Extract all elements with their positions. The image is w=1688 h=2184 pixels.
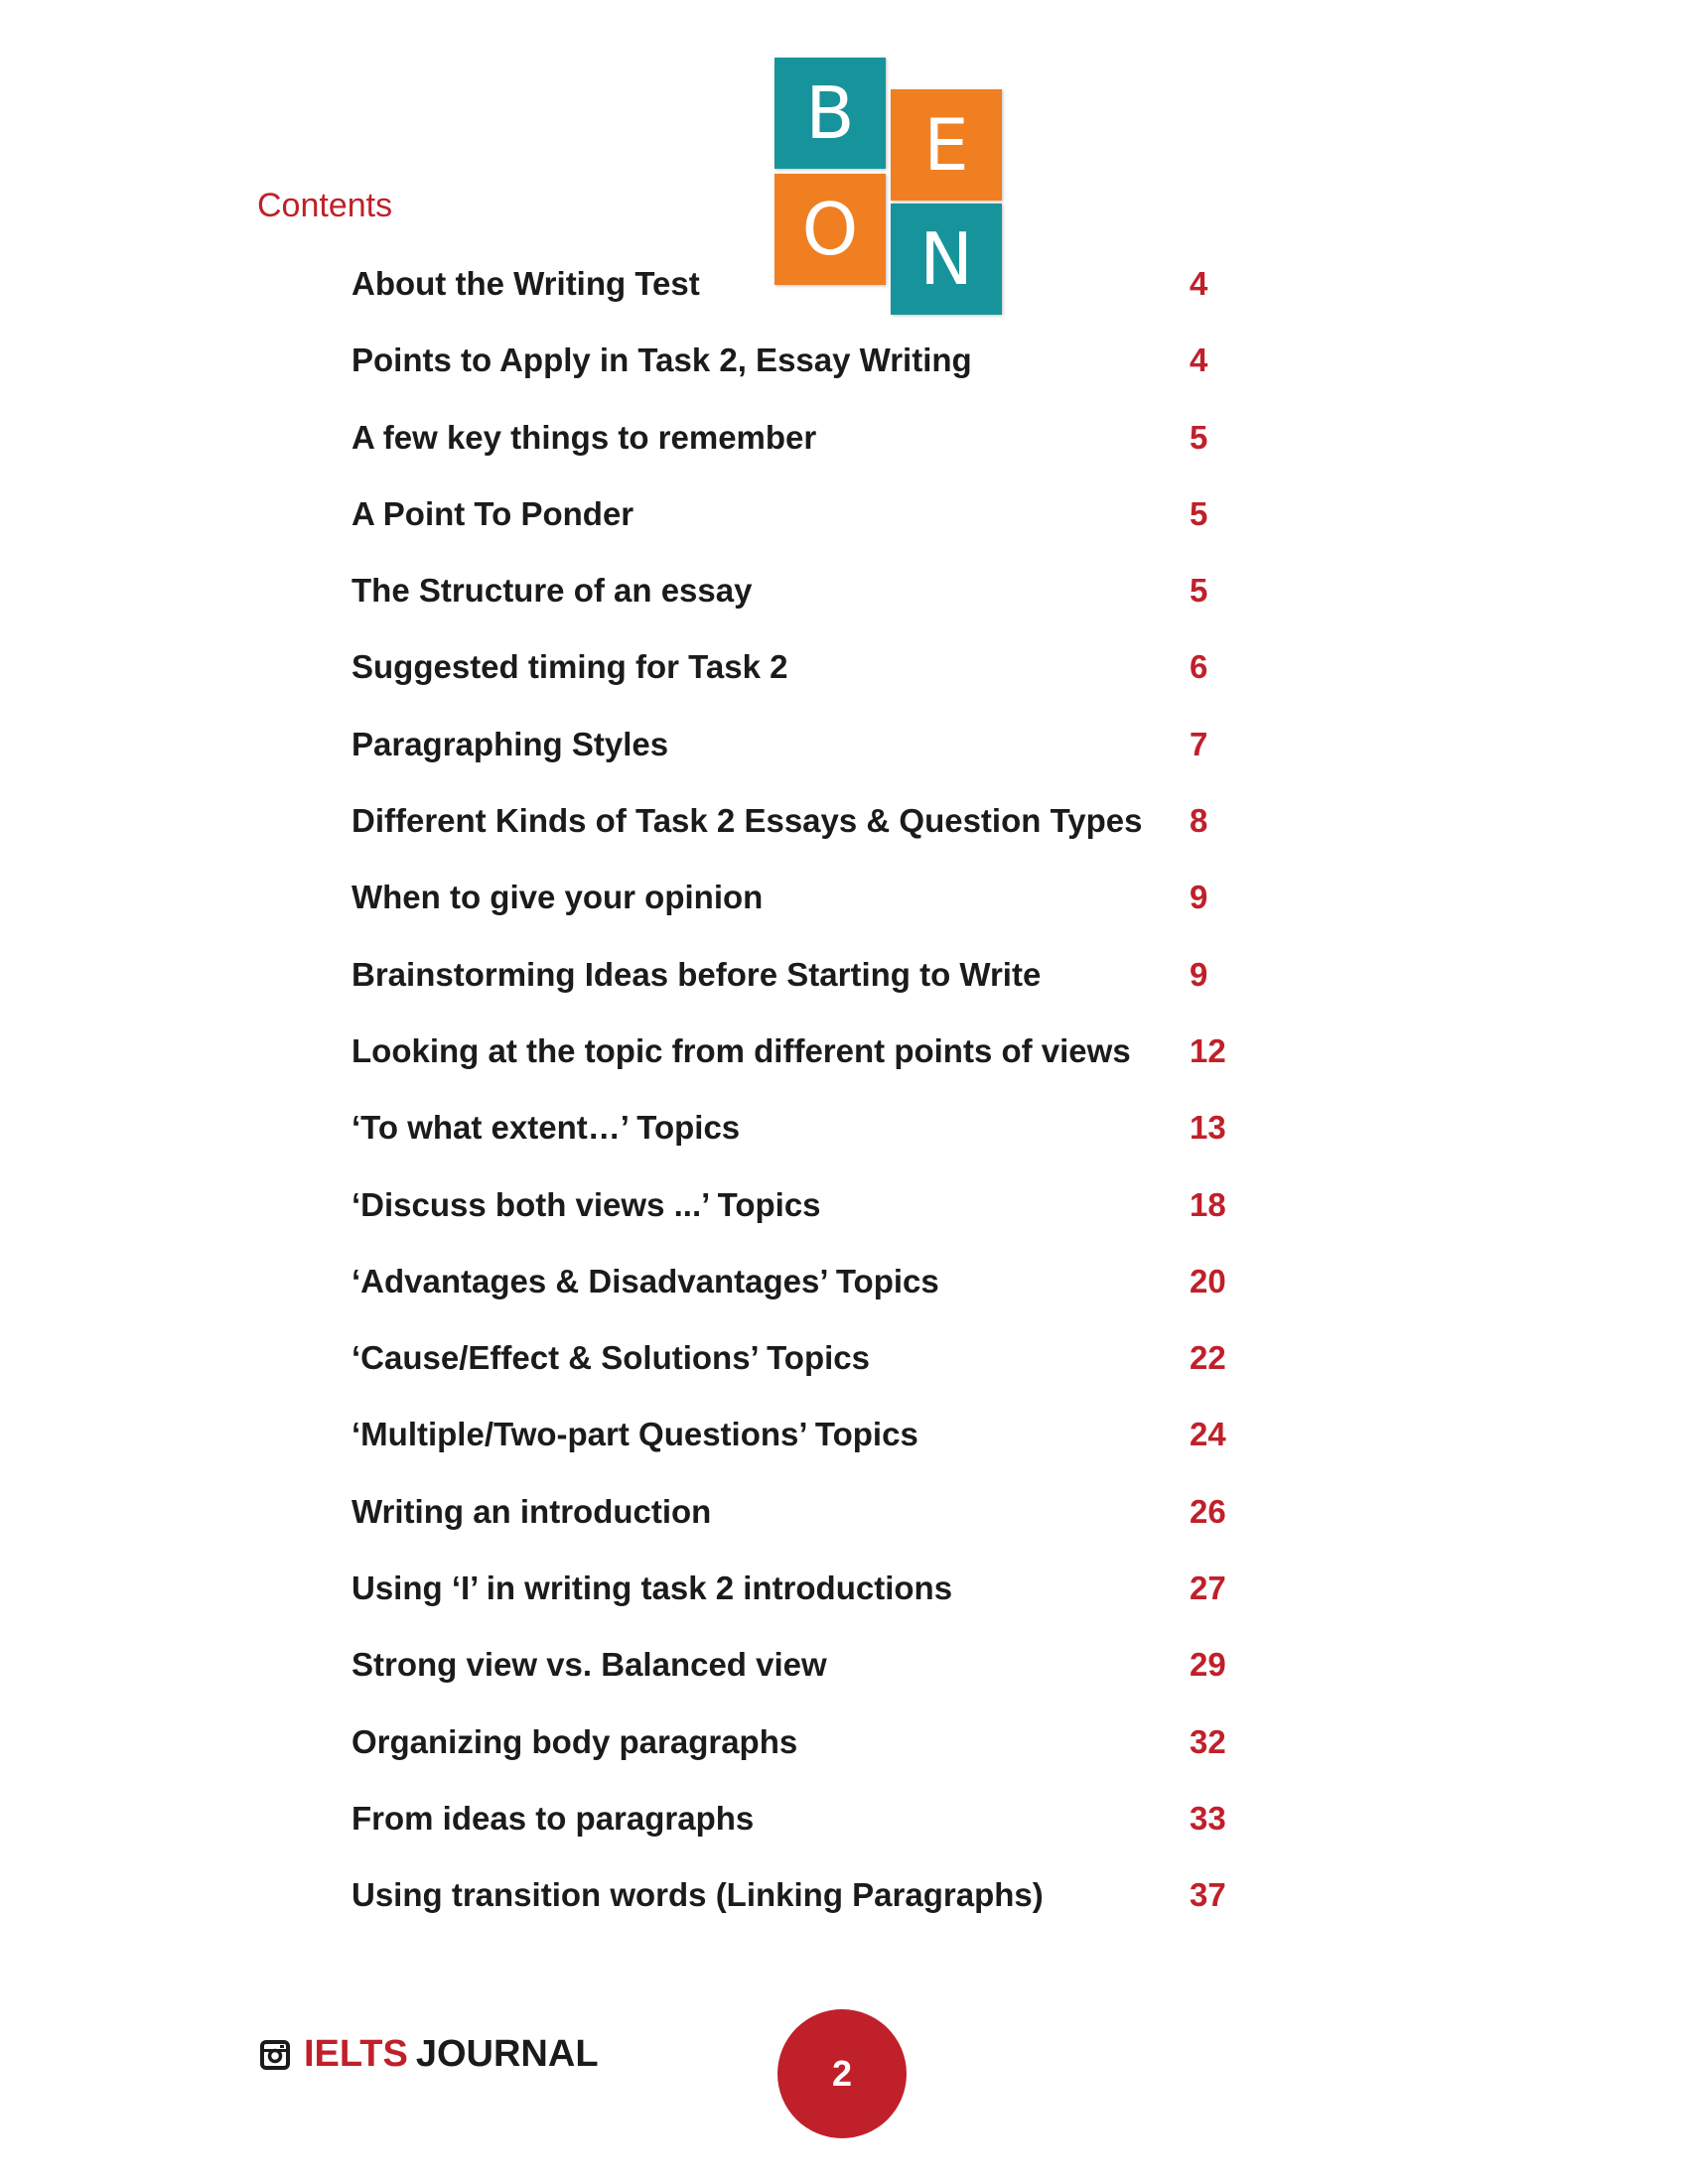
toc-entry[interactable] bbox=[352, 638, 1245, 715]
toc-entry-page: 29 bbox=[1190, 1646, 1226, 1684]
toc-entry-title: ‘Cause/Effect & Solutions’ Topics bbox=[352, 1339, 870, 1377]
logo-tile-o: O bbox=[774, 174, 886, 285]
toc-entry[interactable] bbox=[352, 332, 1245, 408]
toc-entry-page: 37 bbox=[1190, 1876, 1226, 1914]
toc-entry[interactable] bbox=[352, 1176, 1245, 1253]
toc-entry[interactable] bbox=[352, 1406, 1245, 1482]
table-of-contents bbox=[352, 255, 1245, 1944]
toc-entry-page: 5 bbox=[1190, 418, 1208, 456]
toc-entry-page: 9 bbox=[1190, 879, 1208, 916]
toc-entry-page: 8 bbox=[1190, 802, 1208, 840]
toc-entry-title: Paragraphing Styles bbox=[352, 725, 669, 762]
contents-heading: Contents bbox=[257, 187, 393, 224]
brand-journal: JOURNAL bbox=[415, 2033, 599, 2075]
toc-entry[interactable] bbox=[352, 1329, 1245, 1406]
toc-entry[interactable] bbox=[352, 1560, 1245, 1636]
toc-entry[interactable] bbox=[352, 1636, 1245, 1712]
toc-entry-page: 4 bbox=[1190, 341, 1208, 379]
toc-entry-title: ‘Multiple/Two-part Questions’ Topics bbox=[352, 1416, 918, 1453]
toc-entry-page: 12 bbox=[1190, 1031, 1226, 1069]
toc-entry-title: ‘To what extent…’ Topics bbox=[352, 1109, 741, 1147]
toc-entry-title: Strong view vs. Balanced view bbox=[352, 1646, 827, 1684]
toc-entry[interactable] bbox=[352, 1099, 1245, 1175]
toc-entry-title: A few key things to remember bbox=[352, 418, 817, 456]
toc-entry-page: 33 bbox=[1190, 1799, 1226, 1837]
toc-entry-page: 9 bbox=[1190, 955, 1208, 993]
toc-entry[interactable] bbox=[352, 716, 1245, 792]
toc-entry[interactable] bbox=[352, 1713, 1245, 1790]
toc-entry[interactable] bbox=[352, 485, 1245, 562]
toc-entry[interactable] bbox=[352, 946, 1245, 1023]
toc-entry[interactable] bbox=[352, 1483, 1245, 1560]
toc-entry-title: Using ‘I’ in writing task 2 introductions bbox=[352, 1570, 953, 1607]
toc-entry-title: Brainstorming Ideas before Starting to Write bbox=[352, 955, 1042, 993]
toc-entry[interactable] bbox=[352, 869, 1245, 945]
toc-entry[interactable] bbox=[352, 792, 1245, 869]
toc-entry[interactable] bbox=[352, 1253, 1245, 1329]
toc-entry-page: 6 bbox=[1190, 648, 1208, 686]
toc-entry[interactable] bbox=[352, 255, 1245, 332]
logo-tile-n: N bbox=[891, 204, 1002, 315]
toc-entry[interactable] bbox=[352, 562, 1245, 638]
toc-entry-title: Different Kinds of Task 2 Essays & Question Types bbox=[352, 802, 1143, 840]
toc-entry-page: 5 bbox=[1190, 494, 1208, 532]
toc-entry-title: Writing an introduction bbox=[352, 1492, 712, 1530]
toc-entry-title: ‘Advantages & Disadvantages’ Topics bbox=[352, 1262, 939, 1299]
toc-entry-page: 22 bbox=[1190, 1339, 1226, 1377]
toc-entry-page: 18 bbox=[1190, 1185, 1226, 1223]
toc-entry-page: 26 bbox=[1190, 1492, 1226, 1530]
toc-entry-page: 4 bbox=[1190, 265, 1208, 302]
toc-entry-title: Using transition words (Linking Paragraphs) bbox=[352, 1876, 1044, 1914]
toc-entry-title: About the Writing Test bbox=[352, 265, 700, 302]
instagram-icon bbox=[260, 2040, 290, 2070]
toc-entry[interactable] bbox=[352, 1023, 1245, 1099]
toc-entry-title: When to give your opinion bbox=[352, 879, 764, 916]
toc-entry[interactable] bbox=[352, 409, 1245, 485]
brand-ielts: IELTS bbox=[304, 2033, 408, 2075]
footer-brand bbox=[260, 2033, 599, 2076]
toc-entry-page: 24 bbox=[1190, 1416, 1226, 1453]
toc-entry-title: Points to Apply in Task 2, Essay Writing bbox=[352, 341, 972, 379]
toc-entry-title: Looking at the topic from different points of views bbox=[352, 1031, 1131, 1069]
toc-entry-page: 27 bbox=[1190, 1570, 1226, 1607]
toc-entry-title: ‘Discuss both views ...’ Topics bbox=[352, 1185, 821, 1223]
toc-entry-title: The Structure of an essay bbox=[352, 572, 753, 610]
toc-entry-title: From ideas to paragraphs bbox=[352, 1799, 755, 1837]
toc-entry[interactable] bbox=[352, 1790, 1245, 1866]
logo-tile-e: E bbox=[891, 89, 1002, 201]
page-number-badge: 2 bbox=[777, 2009, 907, 2138]
toc-entry-page: 5 bbox=[1190, 572, 1208, 610]
toc-entry-page: 32 bbox=[1190, 1722, 1226, 1760]
toc-entry-page: 20 bbox=[1190, 1262, 1226, 1299]
logo-tile-b: B bbox=[774, 58, 886, 169]
toc-entry-page: 7 bbox=[1190, 725, 1208, 762]
toc-entry-title: Suggested timing for Task 2 bbox=[352, 648, 788, 686]
toc-entry-page: 13 bbox=[1190, 1109, 1226, 1147]
toc-entry-title: A Point To Ponder bbox=[352, 494, 634, 532]
toc-entry[interactable] bbox=[352, 1866, 1245, 1943]
toc-entry-title: Organizing body paragraphs bbox=[352, 1722, 798, 1760]
